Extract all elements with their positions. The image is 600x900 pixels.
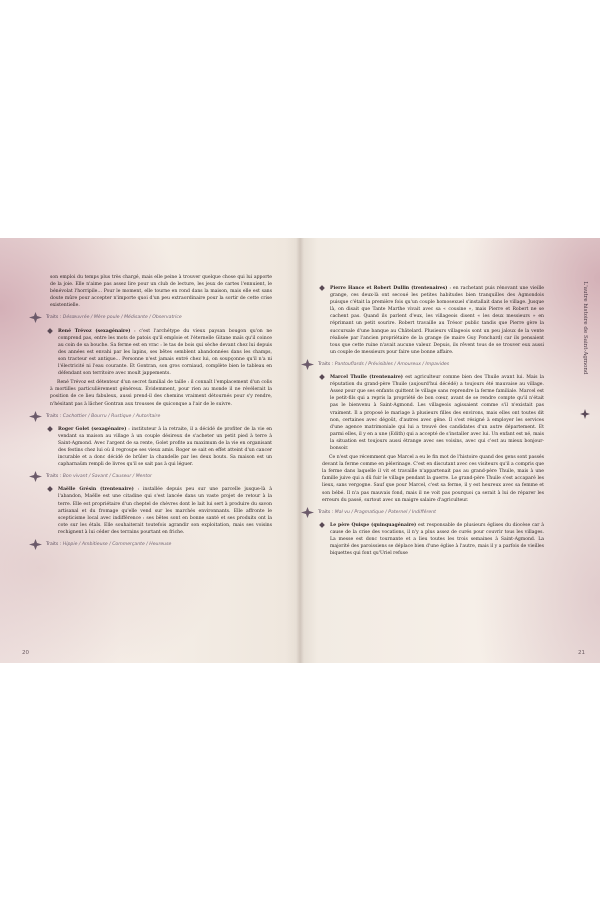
character-paragraph: René Trévoz est détenteur d'un secret familial de taille : il connaît l'emplacement d'un colis à mortilles particulièrement généreux. Évidemment, pour rien au monde il ne révélerait la position de ce lieu fabuleux, aussi prend-il des chemins vraiment détournés pour s'y rendre, n'hésitant pas à lâcher Gontran aux trousses de quiconque a l'air de le suivre. <box>50 380 272 407</box>
cross-icon <box>29 411 42 422</box>
character-description: : c'est l'archétype du vieux paysan bougon qu'on ne comprend pas, entre les mots de patois qu'il emploie et l'éternelle Gitane maïs qu'il coince au coin de sa bouche. Sa ferme est en vrac : le tas de bois qui sèche devant chez lui depuis des années est envahi par les lapins, ses bêtes semblent abandonnées dans les champs, son tracteur est antique… Personne n'est jamais entré chez lui, on soupçonne qu'il n'a ni l'électricité ni l'eau courante. Et Gontran, son gros corniaud, complète bien le tableau en défendant son territoire avec moult jappements. <box>58 328 272 377</box>
diamond-bullet-icon <box>47 328 53 334</box>
character-entry <box>322 374 544 452</box>
character-entry <box>50 486 272 536</box>
left-intro-paragraph: son emploi du temps plus très chargé, mais elle peine à trouver quelque chose qui lui apporte de la joie. Elle n'aime pas assez lire pour un club de lecture, les jeux de cartes l'ennuient, le bénévolat l'horripile… Pour le moment, elle tourne en rond dans la maison, mais elle est sans doute mûre pour accepter n'importe quoi d'un peu extraordinaire pour la sortir de cette crise existentielle. <box>50 275 272 309</box>
cross-icon <box>29 471 42 482</box>
chapter-title: L'autre histoire de Saint-Agmond <box>582 281 588 375</box>
character-name: Maëlle Grésin (trentenaire) <box>58 487 134 493</box>
page-number-right: 21 <box>578 650 585 656</box>
traits-label: Traits : <box>46 542 62 547</box>
right-page <box>300 238 600 663</box>
traits-label: Traits : <box>46 474 62 480</box>
traits-line <box>20 541 272 548</box>
traits-line <box>300 509 544 516</box>
character-description: est responsable de plusieurs églises du diocèse car à cause de la crise des vocations, il n'y a plus assez de curés pour couvrir tous les villages. La messe est donc tournante et a lieu toutes les trois semaines à Saint-Agmond. La majorité des paroissiens se déplace bien d'une église à l'autre, mais il y a parfois de vieilles biquettes qui font qu'Uriel refuse <box>330 522 545 557</box>
character-name: Le père Quispe (quinquagénaire) <box>330 522 417 528</box>
right-page-text <box>318 279 545 559</box>
chapter-title-vertical <box>578 253 592 403</box>
character-entry <box>322 285 544 356</box>
character-description: : instituteur à la retraite, il a décidé de profiter de la vie en vendant sa maison au village à un couple désireux de s'acheter un petit pied à terre à Saint-Agmond. Avec l'argent de sa rente, Golet profite au maximum de la vie en organisant des festins chez lui où il regroupe ses vieux amis. Roger se sait en effet atteint d'un cancer incurable et a donc décidé de brûler la chandelle par les deux bouts. Sa maison est un capharnaüm rempli de livres qu'il se sait pas à qui léguer. <box>58 426 272 468</box>
traits-line <box>20 314 272 321</box>
traits-line <box>300 361 544 368</box>
diamond-bullet-icon <box>319 374 325 380</box>
cross-icon <box>29 312 42 323</box>
character-name: Marcel Thuile (trentenaire) <box>330 375 403 381</box>
traits-values: Hippie / Ambitieuse / Commerçante / Heureuse <box>62 542 172 547</box>
book-spread <box>0 238 600 663</box>
traits-line <box>20 473 272 480</box>
cross-icon <box>580 409 590 419</box>
character-description: est agriculteur comme bien des Thuile avant lui. Mais la réputation du grand-père Thuile (aujourd'hui décédé) a toujours été mauvaise au village. Assez pour que ses enfants quittent le village sans reprendre la ferme familiale. Marcel est le petit-fils qui a repris la propriété de bon cœur, avant de se rendre compte qu'il n'était pas le bienvenu à Saint-Agmond. Les villageois agissaient comme s'il n'existait pas vraiment. Il a proposé le mariage à plusieurs filles des environs, mais elles ont toutes dit non, certaines avec dégoût, d'autres avec gêne. Il s'est résigné à employer les services d'une agence matrimoniale qui lui a trouvé des candidates d'un autre département. Et parmi elles, il y en a une (Edith) qui a accepté de s'installer avec lui. Un enfant est né, mais la situation est toujours aussi étrange avec ses voisins, avec qui c'est au mieux bonjour-bonsoir. <box>330 375 545 451</box>
character-entry <box>322 522 544 557</box>
character-paragraph: Ce n'est que récemment que Marcel a eu le fin mot de l'histoire quand des gens sont passés devant la ferme comme en pèlerinage. C'est en discutant avec ces visiteurs qu'il a compris que la ferme dans laquelle il vit et travaille n'appartenait pas au grand-père Thuile, mais à une famille juive qui a dû fuir le village pendant la guerre. Le grand-père Thuile s'est accaparé les lieux, sans vergogne. Sauf que pour Marcel, c'est sa ferme, il y est heureux avec sa femme et son bébé. Il n'a pas mauvais fond, mais il ne voit pas pourquoi ça serait à lui de réparer les erreurs du passé, surtout avec un maigre salaire d'agriculteur. <box>322 455 544 503</box>
traits-values: Cachottier / Bourru / Rustique / Autoritaire <box>62 413 161 419</box>
diamond-bullet-icon <box>319 285 325 291</box>
traits-values: Mal vu / Pragmatique / Paternel / Indifférent <box>334 509 436 515</box>
character-description: : en rachetant puis rénovant une vieille grange, ces deux-là ont secoué les petites habitudes bien tranquilles des Agmondois puisque c'était la première fois qu'un couple homosexuel s'installait dans le village. Jusque là, on disait que Tante Marthe vivait avec sa « cousine », mais Pierre et Robert ne se cachent pas. Quand ils parlent d'eux, les villageois disent « les deux messieurs » en réprimant un petit sourire. Robert travaille au Trésor public tandis que Pierre gère la succursale d'une banque au Châtelard. Plusieurs villageois sont un peu jaloux de la vente réalisée par l'ancien propriétaire de la grange (le maire Guy Ponchard) car ils pensaient tous que cette ruine n'avait aucune valeur. Depuis, ils rêvent tous de se trouver eux aussi un couple de messieurs pour faire une bonne affaire. <box>330 286 544 355</box>
traits-line <box>20 413 272 420</box>
traits-label: Traits : <box>46 315 62 321</box>
traits-values: Bon vivant / Savant / Causeur / Mentor <box>62 474 152 480</box>
traits-values: Pantouflards / Prévisibles / Amoureux / Impavides <box>334 361 450 367</box>
traits-label: Traits : <box>318 361 334 367</box>
traits-values: Désœuvrée / Mère poule / Médisante / Observatrice <box>62 315 182 321</box>
diamond-bullet-icon <box>47 487 53 493</box>
cross-icon <box>29 539 42 550</box>
traits-label: Traits : <box>318 509 334 515</box>
character-entry <box>50 328 272 378</box>
diamond-bullet-icon <box>47 426 53 432</box>
character-entry <box>50 426 272 469</box>
diamond-bullet-icon <box>319 522 325 528</box>
character-name: René Trévoz (sexagénaire) <box>58 328 131 334</box>
book-gutter <box>296 238 304 663</box>
page-number-left: 20 <box>22 650 29 656</box>
character-name: Pierre Hance et Robert Dullin (trentenaires) <box>330 286 448 291</box>
traits-label: Traits : <box>46 413 62 419</box>
character-description: : installée depuis peu sur une parcelle jusque-là à l'abandon, Maëlle est une citadine qui s'est lancée dans un vaste projet de retour à la terre. Elle est propriétaire d'un cheptel de chèvres dont le lait lui sert à produire du savon artisanal et du fromage qu'elle vend sur les marchés environnants. Elle affronte le scepticisme local avec indifférence : ses bêtes sont en bonne santé et ses produits ont la cote sur les étals. Elle souhaiterait toutefois agrandir son exploitation, mais ses voisins rechignent à lui céder des terrains pourtant en friche. <box>58 487 272 535</box>
character-name: Roger Golet (sexagénaire) <box>58 426 127 432</box>
left-page <box>0 238 300 663</box>
left-page-text <box>46 274 272 554</box>
